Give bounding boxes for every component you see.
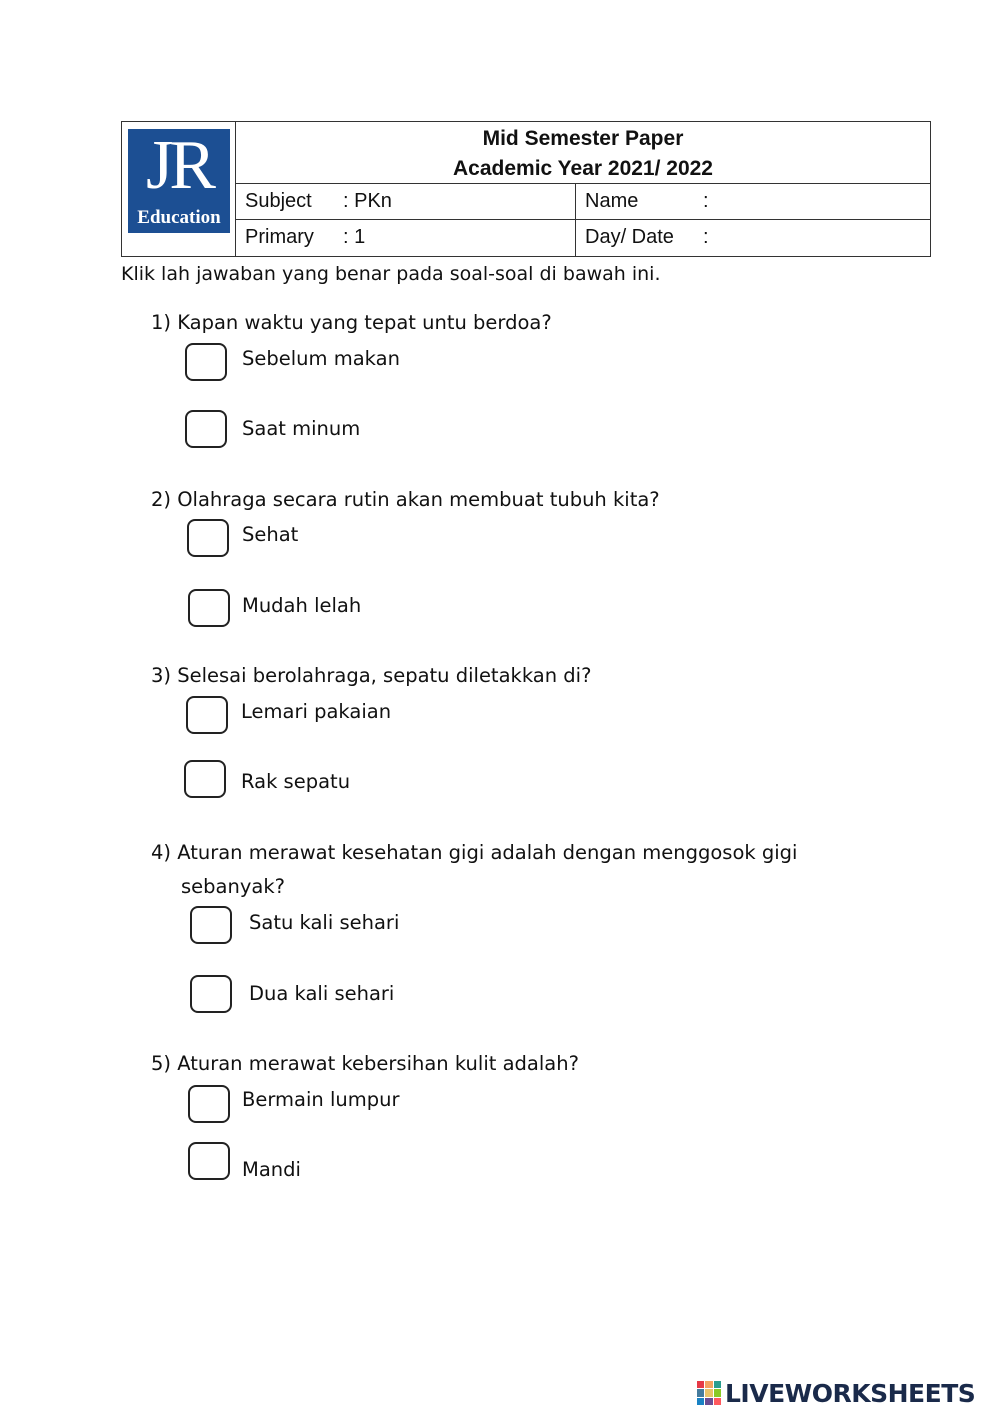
- question-3-option-2-checkbox[interactable]: [184, 760, 226, 798]
- liveworksheets-grid-icon: [697, 1381, 721, 1405]
- question-5-option-1-label: Bermain lumpur: [242, 1088, 400, 1111]
- question-2-option-1-checkbox[interactable]: [187, 519, 229, 557]
- brand-grid-cell: [714, 1381, 721, 1388]
- question-2-option-2-label: Mudah lelah: [242, 594, 362, 617]
- question-4-text-continued: sebanyak?: [181, 875, 285, 898]
- paper-title: [236, 122, 930, 184]
- brand-grid-cell: [697, 1398, 704, 1405]
- brand-grid-cell: [714, 1389, 721, 1396]
- question-1-option-2-checkbox[interactable]: [185, 410, 227, 448]
- question-4-option-2-label: Dua kali sehari: [249, 982, 395, 1005]
- header-table: [121, 121, 931, 257]
- date-value: :: [703, 226, 709, 248]
- question-2-option-1-label: Sehat: [242, 523, 299, 546]
- brand-grid-cell: [697, 1381, 704, 1388]
- primary-label: Primary: [245, 226, 314, 248]
- subject-value: : PKn: [343, 190, 392, 212]
- question-4-option-2-checkbox[interactable]: [190, 975, 232, 1013]
- date-cell: [576, 220, 930, 256]
- jr-education-logo: [128, 129, 230, 233]
- question-2-text: 2) Olahraga secara rutin akan membuat tubuh kita?: [151, 488, 660, 511]
- question-5-option-1-checkbox[interactable]: [188, 1085, 230, 1123]
- logo-main-text: JR: [146, 127, 212, 204]
- logo-cell: [122, 122, 236, 256]
- name-value: :: [703, 190, 709, 212]
- question-5-option-2-label: Mandi: [242, 1158, 301, 1181]
- title-line-2: Academic Year 2021/ 2022: [453, 157, 713, 180]
- question-5-option-2-checkbox[interactable]: [188, 1142, 230, 1180]
- question-4-option-1-label: Satu kali sehari: [249, 911, 400, 934]
- subject-label: Subject: [245, 190, 312, 212]
- instruction-text: Klik lah jawaban yang benar pada soal-soal di bawah ini.: [121, 263, 661, 285]
- primary-cell: [236, 220, 576, 256]
- question-3-option-2-label: Rak sepatu: [241, 770, 351, 793]
- question-1-text: 1) Kapan waktu yang tepat untu berdoa?: [151, 311, 552, 334]
- question-2-option-2-checkbox[interactable]: [188, 589, 230, 627]
- liveworksheets-brand: [697, 1377, 975, 1409]
- brand-grid-cell: [705, 1398, 712, 1405]
- question-5-text: 5) Aturan merawat kebersihan kulit adalah?: [151, 1052, 579, 1075]
- question-3-text: 3) Selesai berolahraga, sepatu diletakkan di?: [151, 664, 592, 687]
- date-label: Day/ Date: [585, 226, 674, 248]
- primary-value: : 1: [343, 226, 366, 248]
- question-4-text: 4) Aturan merawat kesehatan gigi adalah dengan menggosok gigi: [151, 841, 798, 864]
- question-1-option-1-checkbox[interactable]: [185, 343, 227, 381]
- subject-cell: [236, 184, 576, 220]
- brand-text: LIVEWORKSHEETS: [725, 1378, 976, 1408]
- brand-grid-cell: [705, 1389, 712, 1396]
- question-3-option-1-checkbox[interactable]: [186, 696, 228, 734]
- name-cell: [576, 184, 930, 220]
- question-1-option-2-label: Saat minum: [242, 417, 361, 440]
- question-4-option-1-checkbox[interactable]: [190, 906, 232, 944]
- name-label: Name: [585, 190, 639, 212]
- brand-grid-cell: [697, 1389, 704, 1396]
- brand-grid-cell: [714, 1398, 721, 1405]
- title-line-1: Mid Semester Paper: [482, 127, 684, 150]
- logo-sub-text: Education: [137, 207, 221, 228]
- brand-grid-cell: [705, 1381, 712, 1388]
- question-3-option-1-label: Lemari pakaian: [241, 700, 392, 723]
- question-1-option-1-label: Sebelum makan: [242, 347, 400, 370]
